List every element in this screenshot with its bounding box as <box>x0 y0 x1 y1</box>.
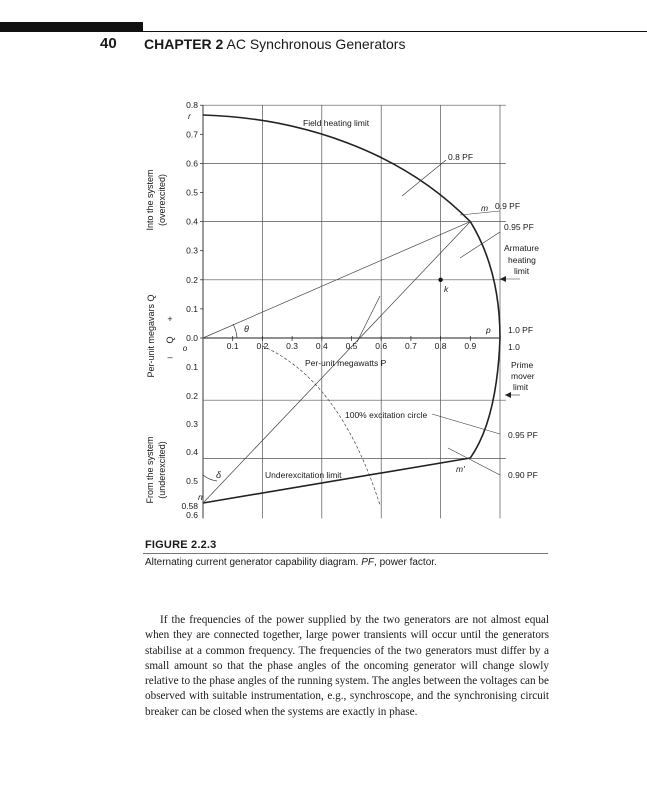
y-tick-label: 0.3 <box>186 245 198 256</box>
label-r: r <box>188 111 191 121</box>
figure-caption-title: FIGURE 2.2.3 <box>145 539 217 551</box>
label-armature: limit <box>514 266 530 276</box>
label-p: p <box>486 325 491 335</box>
y-group-label-lower: (underexcited) <box>157 441 167 499</box>
y-axis-q: Q <box>165 336 175 344</box>
y-tick-label: 0.7 <box>186 129 198 140</box>
figure-caption: Alternating current generator capability diagram. PF, power factor. <box>145 557 437 568</box>
caption-rule <box>143 553 548 554</box>
chart-curves <box>203 115 520 505</box>
y-axis-label: Per-unit megavars Q <box>146 294 156 378</box>
y-tick-label: 0.6 <box>186 510 198 520</box>
label-m: m <box>481 203 489 213</box>
page-number: 40 <box>100 35 117 52</box>
excitation-circle-curve <box>262 346 380 505</box>
y-tick-label: 0.5 <box>186 187 198 198</box>
theta-arc <box>233 324 237 338</box>
y-tick-label: 0.6 <box>186 158 198 169</box>
y-axis-origin: o <box>182 344 188 353</box>
x-tick-label: 0.4 <box>315 341 328 351</box>
leader-08pf <box>402 160 446 196</box>
leader-09pf <box>460 211 500 215</box>
body-paragraph: If the frequencies of the power supplied by the two generators are not almost equal when they are connected together, large power transients will occur until the generators stabilise at a common frequency. The frequencies of the two generators must differ by a small amount so that the phase angles of the oncoming generator will change slowly relative to the phase angles of the running system. The angles between the voltages can be observed with suitable instrumentation, e.g., synchroscope, and the synchronising circuit breaker can be closed when the systems are exactly in phase. <box>145 614 549 718</box>
y-tick-label: 0.4 <box>186 216 198 227</box>
x-axis-label: Per-unit megawatts P <box>305 358 387 368</box>
label-n: n <box>198 492 203 502</box>
y-group-label-lower: From the system <box>145 436 155 504</box>
field-heating-limit-curve <box>203 115 470 222</box>
chapter-title: AC Synchronous Generators <box>226 36 406 52</box>
label-095pf-upper: 0.95 PF <box>504 222 534 232</box>
label-field-heating-limit: Field heating limit <box>303 118 370 128</box>
x-tick-label: 0.9 <box>464 341 477 351</box>
y-tick-label: 0.4 <box>186 447 198 457</box>
chapter-label: CHAPTER 2 <box>144 36 224 52</box>
leader-095pf <box>460 232 500 258</box>
y-tick-label: 0.1 <box>186 362 198 372</box>
x-tick-label: 0.3 <box>286 341 299 351</box>
label-prime: limit <box>513 382 529 392</box>
label-10: 1.0 <box>508 342 520 352</box>
x-tick-label: 0.8 <box>434 341 447 351</box>
label-theta: θ <box>244 324 249 334</box>
arrow-prime <box>505 392 511 398</box>
armature-heating-limit-curve <box>470 222 500 458</box>
y-tick-label: 0.8 <box>186 100 198 111</box>
y-group-label-upper: (overexcited) <box>157 173 167 227</box>
label-10pf: 1.0 PF <box>508 325 534 335</box>
y-tick-label: 0.1 <box>186 303 198 314</box>
x-tick-label: 0.2 <box>256 341 269 351</box>
underexcitation-limit-line <box>203 458 470 503</box>
label-excitation-circle: 100% excitation circle <box>345 410 428 420</box>
label-08pf: 0.8 PF <box>448 152 474 162</box>
label-underexcitation-limit: Underexcitation limit <box>265 470 342 480</box>
leader-excitation <box>432 414 500 434</box>
label-095pf-lower: 0.95 PF <box>508 430 538 440</box>
delta-arc <box>203 475 217 481</box>
y-axis-plus: + <box>167 314 173 324</box>
leader-mw <box>357 296 380 342</box>
y-group-label-upper: Into the system <box>145 169 155 231</box>
label-k: k <box>444 284 449 294</box>
label-mprime: m' <box>456 464 465 474</box>
y-tick-label: 0.5 <box>186 476 198 486</box>
label-09pf: 0.9 PF <box>495 201 521 211</box>
x-tick-label: 0.5 <box>345 341 358 351</box>
y-tick-label: 0.0 <box>186 333 198 343</box>
label-090pf-lower: 0.90 PF <box>508 470 538 480</box>
arrow-armature <box>500 276 506 282</box>
label-prime: mover <box>511 371 535 381</box>
label-delta: δ <box>216 470 222 480</box>
y-tick-label: 0.2 <box>186 274 198 285</box>
label-armature: heating <box>508 255 536 265</box>
chart-grid <box>200 105 506 518</box>
y-axis-minus: – <box>167 352 173 362</box>
point-k <box>438 278 442 282</box>
x-tick-label: 0.7 <box>404 341 417 351</box>
label-prime: Prime <box>511 360 534 370</box>
x-tick-label: 0.1 <box>226 341 239 351</box>
y-tick-label: 0.58 <box>181 501 198 511</box>
label-armature: Armature <box>504 243 539 253</box>
y-tick-label: 0.2 <box>186 391 198 401</box>
x-tick-label: 0.6 <box>375 341 388 351</box>
y-tick-label: 0.3 <box>186 419 198 429</box>
